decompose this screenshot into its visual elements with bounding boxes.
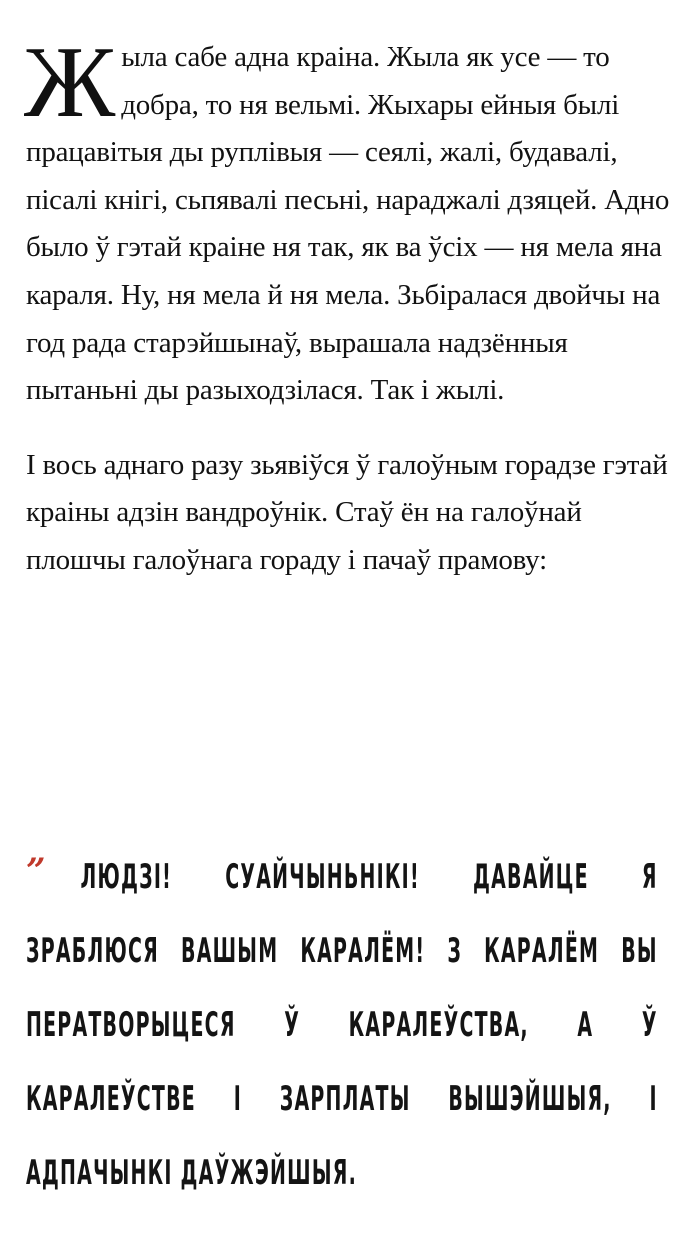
paragraph-intro xyxy=(24,26,678,415)
drop-cap: Ж xyxy=(24,26,116,139)
paragraph-wanderer: І вось аднаго разу зьявіўся ў галоўным горадзе гэтай краіны адзін вандроўнік. Стаў ён на галоўнай плошчы галоўнага гораду і пачаў прамову: xyxy=(26,448,668,576)
article-body xyxy=(24,26,678,585)
pull-quote-text: ЛЮДЗІ! СУАЙЧЫНЬНІКІ! ДАВАЙЦЕ Я ЗРАБЛЮСЯ ВАШЫМ КАРАЛЁМ! З КАРАЛЁМ ВЫ ПЕРАТВОРЫЦЕСЯ Ў КАРАЛЕЎСТВА, А Ў КАРАЛЕЎСТВЕ І ЗАРПЛАТЫ ВЫШЭЙШЫЯ, І АДПАЧЫНКІ ДАЎЖЭЙШЫЯ. xyxy=(26,857,658,1193)
quote-mark-icon: ” xyxy=(26,851,43,891)
pull-quote xyxy=(26,840,658,1210)
paragraph-intro-text: ыла сабе адна краіна. Жыла як усе — то добра, то ня вельмі. Жыхары ейныя былі працавітыя ды руплівыя — сеялі, жалі, будавалі, пісалі кнігі, сьпявалі песьні, нараджалі дзяцей. Адно было ў гэтай краіне ня так, як ва ўсіх — ня мела яна караля. Ну, ня мела й ня мела. Зьбіралася двойчы на год рада старэйшынаў, вырашала надзённыя пытаньні ды разыходзілася. Так і жылі. xyxy=(26,41,670,407)
